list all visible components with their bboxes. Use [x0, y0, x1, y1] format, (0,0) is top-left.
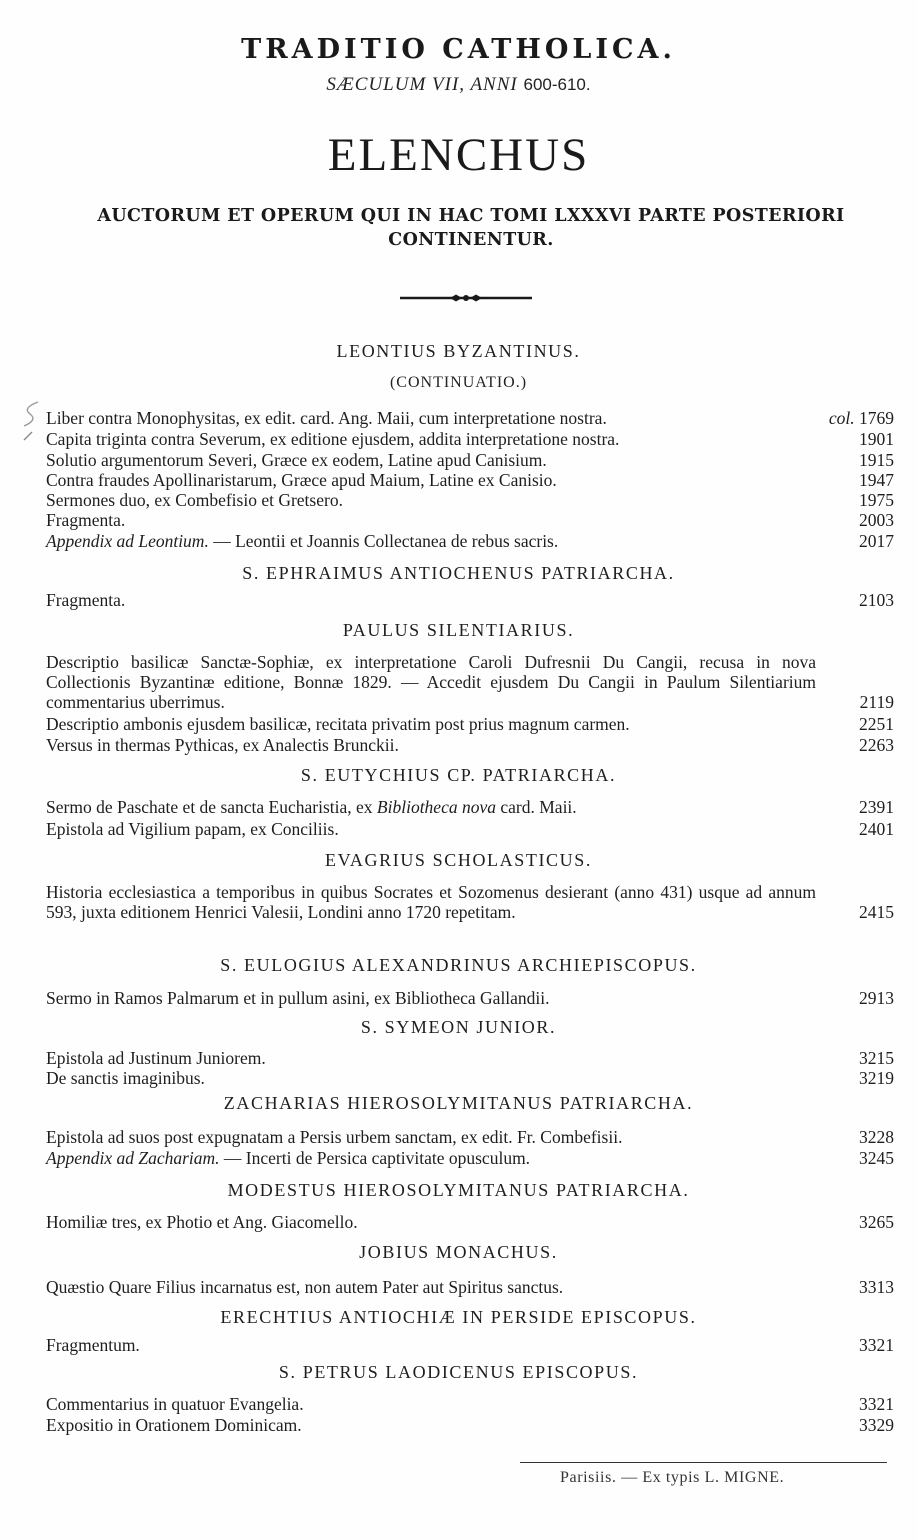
- column-value: 3313: [859, 1277, 894, 1297]
- century-label: SÆCULUM VII, ANNI: [326, 74, 518, 95]
- column-value: 2391: [859, 797, 894, 817]
- table-description: AUCTORUM ET OPERUM QUI IN HAC TOMI LXXXVI PARTE POSTERIORI CONTINENTUR.: [97, 206, 845, 250]
- entry-text: Solutio argumentorum Severi, Græce ex eodem, Latine apud Canisium.: [46, 450, 547, 470]
- column-number: [824, 429, 894, 449]
- column-value: 1915: [859, 450, 894, 470]
- entry-title: [46, 1148, 816, 1168]
- entry-title: [46, 590, 816, 610]
- entry-text: Historia ecclesiastica a temporibus in quibus Socrates et Sozomenus desierant (anno 431) usque ad annum 593, juxta editionem Henrici Valesii, Londini anno 1720 repetitam.: [46, 882, 816, 922]
- column-value: 2003: [859, 510, 894, 530]
- entry-row: [46, 1127, 894, 1147]
- entry-title: [46, 1335, 816, 1355]
- entry-row: [46, 490, 894, 510]
- entry-text: Descriptio basilicæ Sanctæ-Sophiæ, ex interpretatione Caroli Dufresnii Du Cangii, recusa in nova Collectionis Byzantinæ editione, Bonnæ 1829. — Accedit ejusdem Du Cangii in Paulum Silentiarium commentarius uberrimus.: [46, 652, 816, 712]
- entry-row: [46, 819, 894, 839]
- column-value: 2401: [859, 819, 894, 839]
- column-number: [824, 1394, 894, 1414]
- entry-text: Sermo in Ramos Palmarum et in pullum asini, ex Bibliotheca Gallandii.: [46, 988, 550, 1008]
- column-value: 3219: [859, 1068, 894, 1088]
- column-number: [824, 1277, 894, 1297]
- entry-title: [46, 988, 816, 1008]
- column-number: [824, 1127, 894, 1147]
- entry-title: [46, 510, 816, 530]
- section-heading: S. EUTYCHIUS CP. PATRIARCHA.: [300, 765, 617, 785]
- entry-text: Quæstio Quare Filius incarnatus est, non autem Pater aut Spiritus sanctus.: [46, 1277, 564, 1297]
- entry-title: [46, 1415, 816, 1435]
- entry-title: [46, 1127, 816, 1147]
- entry-text: — Incerti de Persica captivitate opusculum.: [219, 1148, 531, 1168]
- column-value: 3321: [859, 1394, 894, 1414]
- section-heading: EVAGRIUS SCHOLASTICUS.: [325, 850, 592, 870]
- entry-title: [46, 1394, 816, 1414]
- column-number: [824, 1068, 894, 1088]
- entry-row: [46, 470, 894, 490]
- entry-row: [46, 1068, 894, 1088]
- entry-row: [46, 1277, 894, 1297]
- entry-text: — Leontii et Joannis Collectanea de rebus sacris.: [208, 531, 559, 551]
- column-value: 3329: [859, 1415, 894, 1435]
- entry-title: [46, 1068, 816, 1088]
- entry-title: [46, 652, 816, 712]
- column-number: [824, 902, 894, 922]
- footer-rule: [520, 1462, 887, 1463]
- entry-text: Homiliæ tres, ex Photio et Ang. Giacomello.: [46, 1212, 358, 1232]
- entry-text: Descriptio ambonis ejusdem basilicæ, recitata privatim post prius magnum carmen.: [46, 714, 630, 734]
- column-value: 3215: [859, 1048, 894, 1068]
- column-value: 1947: [859, 470, 894, 490]
- entry-row: [46, 450, 894, 470]
- section-heading: JOBIUS MONACHUS.: [359, 1242, 558, 1262]
- column-number: [824, 692, 894, 712]
- entry-row: [46, 1415, 894, 1435]
- entry-italic-title: Appendix ad Leontium.: [46, 531, 209, 551]
- entry-row: [46, 1212, 894, 1232]
- entry-text: Fragmenta.: [46, 590, 126, 610]
- column-value: 3228: [859, 1127, 894, 1147]
- entry-title: [46, 470, 816, 490]
- column-value: 3321: [859, 1335, 894, 1355]
- column-number: [824, 735, 894, 755]
- entry-text: card. Maii.: [496, 797, 577, 817]
- column-number: [824, 988, 894, 1008]
- column-value: 2017: [859, 531, 894, 551]
- entry-title: [46, 1048, 816, 1068]
- entry-row: [46, 1394, 894, 1414]
- entry-text: Versus in thermas Pythicas, ex Analectis Brunckii.: [46, 735, 399, 755]
- entry-row: [46, 988, 894, 1008]
- section-heading: S. SYMEON JUNIOR.: [360, 1017, 557, 1037]
- section-heading: PAULUS SILENTIARIUS.: [342, 620, 575, 640]
- entry-title: [46, 714, 816, 734]
- entry-text: Capita triginta contra Severum, ex editione ejusdem, addita interpretatione nostra.: [46, 429, 620, 449]
- column-number: [824, 1212, 894, 1232]
- section-heading: S. PETRUS LAODICENUS EPISCOPUS.: [278, 1362, 639, 1382]
- column-number: [824, 590, 894, 610]
- entry-text: Commentarius in quatuor Evangelia.: [46, 1394, 304, 1414]
- entry-italic-title: Bibliotheca nova: [376, 797, 496, 817]
- column-number: [824, 1415, 894, 1435]
- entry-row: [46, 735, 894, 755]
- entry-text: Fragmenta.: [46, 510, 126, 530]
- column-value: 1769: [859, 408, 894, 428]
- entry-title: [46, 429, 816, 449]
- entry-row: [46, 1335, 894, 1355]
- column-number: [824, 797, 894, 817]
- entry-title: [46, 882, 816, 922]
- column-value: 1901: [859, 429, 894, 449]
- column-value: 1975: [859, 490, 894, 510]
- section-note: (CONTINUATIO.): [389, 374, 528, 391]
- entry-title: [46, 1212, 816, 1232]
- column-value: 2251: [859, 714, 894, 734]
- entry-title: [46, 819, 816, 839]
- column-value: 2103: [859, 590, 894, 610]
- main-title: ELENCHUS: [327, 129, 590, 181]
- entry-title: [46, 450, 816, 470]
- section-heading: S. EPHRAIMUS ANTIOCHENUS PATRIARCHA.: [242, 563, 675, 583]
- column-number: [824, 714, 894, 734]
- entry-text: Contra fraudes Apollinaristarum, Græce apud Maium, Latine ex Canisio.: [46, 470, 557, 490]
- entry-row: [46, 1148, 894, 1168]
- entry-text: De sanctis imaginibus.: [46, 1068, 205, 1088]
- column-value: 2415: [859, 902, 894, 922]
- entry-text-before: Sermo de Paschate et de sancta Eucharistia, ex: [46, 797, 377, 817]
- column-value: 2913: [859, 988, 894, 1008]
- entry-text: Liber contra Monophysitas, ex edit. card. Ang. Maii, cum interpretatione nostra.: [46, 408, 607, 428]
- column-number: [804, 408, 894, 428]
- section-heading: ZACHARIAS HIEROSOLYMITANUS PATRIARCHA.: [223, 1093, 694, 1113]
- entry-title: [46, 408, 816, 428]
- column-number: [824, 1335, 894, 1355]
- column-value: 3245: [859, 1148, 894, 1168]
- section-heading: S. EULOGIUS ALEXANDRINUS ARCHIEPISCOPUS.: [220, 955, 697, 975]
- entry-text: Sermones duo, ex Combefisio et Gretsero.: [46, 490, 343, 510]
- column-number: [824, 1148, 894, 1168]
- entry-row: [46, 1048, 894, 1068]
- column-number: [824, 470, 894, 490]
- section-heading: LEONTIUS BYZANTINUS.: [336, 341, 581, 361]
- entry-text: Epistola ad Justinum Juniorem.: [46, 1048, 266, 1068]
- entry-row: [46, 882, 894, 922]
- entry-title: [46, 797, 816, 817]
- entry-text: Expositio in Orationem Dominicam.: [46, 1415, 302, 1435]
- column-number: [824, 1048, 894, 1068]
- entry-row: [46, 714, 894, 734]
- column-number: [824, 531, 894, 551]
- column-number: [824, 450, 894, 470]
- entry-row: [46, 531, 894, 551]
- column-value: 3265: [859, 1212, 894, 1232]
- entry-row: [46, 797, 894, 817]
- entry-row: [46, 652, 894, 712]
- column-number: [824, 490, 894, 510]
- entry-row: [46, 429, 894, 449]
- entry-title: [46, 735, 816, 755]
- column-number: [824, 510, 894, 530]
- years-label: 600-610.: [523, 75, 591, 94]
- column-number: [824, 819, 894, 839]
- section-heading: MODESTUS HIEROSOLYMITANUS PATRIARCHA.: [227, 1180, 690, 1200]
- collection-title: TRADITIO CATHOLICA.: [241, 34, 676, 65]
- entry-title: [46, 531, 816, 551]
- entry-title: [46, 1277, 816, 1297]
- entry-row: [46, 408, 894, 428]
- entry-row: [46, 590, 894, 610]
- entry-row: [46, 510, 894, 530]
- column-value: 2263: [859, 735, 894, 755]
- column-prefix: col.: [828, 408, 859, 428]
- section-heading: ERECHTIUS ANTIOCHIÆ IN PERSIDE EPISCOPUS.: [220, 1307, 697, 1327]
- printer-imprint: Parisiis. — Ex typis L. MIGNE.: [560, 1469, 785, 1486]
- entry-italic-title: Appendix ad Zachariam.: [46, 1148, 220, 1168]
- entry-text: Fragmentum.: [46, 1335, 140, 1355]
- entry-title: [46, 490, 816, 510]
- column-value: 2119: [859, 692, 894, 712]
- entry-text: Epistola ad Vigilium papam, ex Conciliis.: [46, 819, 339, 839]
- entry-text: Epistola ad suos post expugnatam a Persis urbem sanctam, ex edit. Fr. Combefisii.: [46, 1127, 623, 1147]
